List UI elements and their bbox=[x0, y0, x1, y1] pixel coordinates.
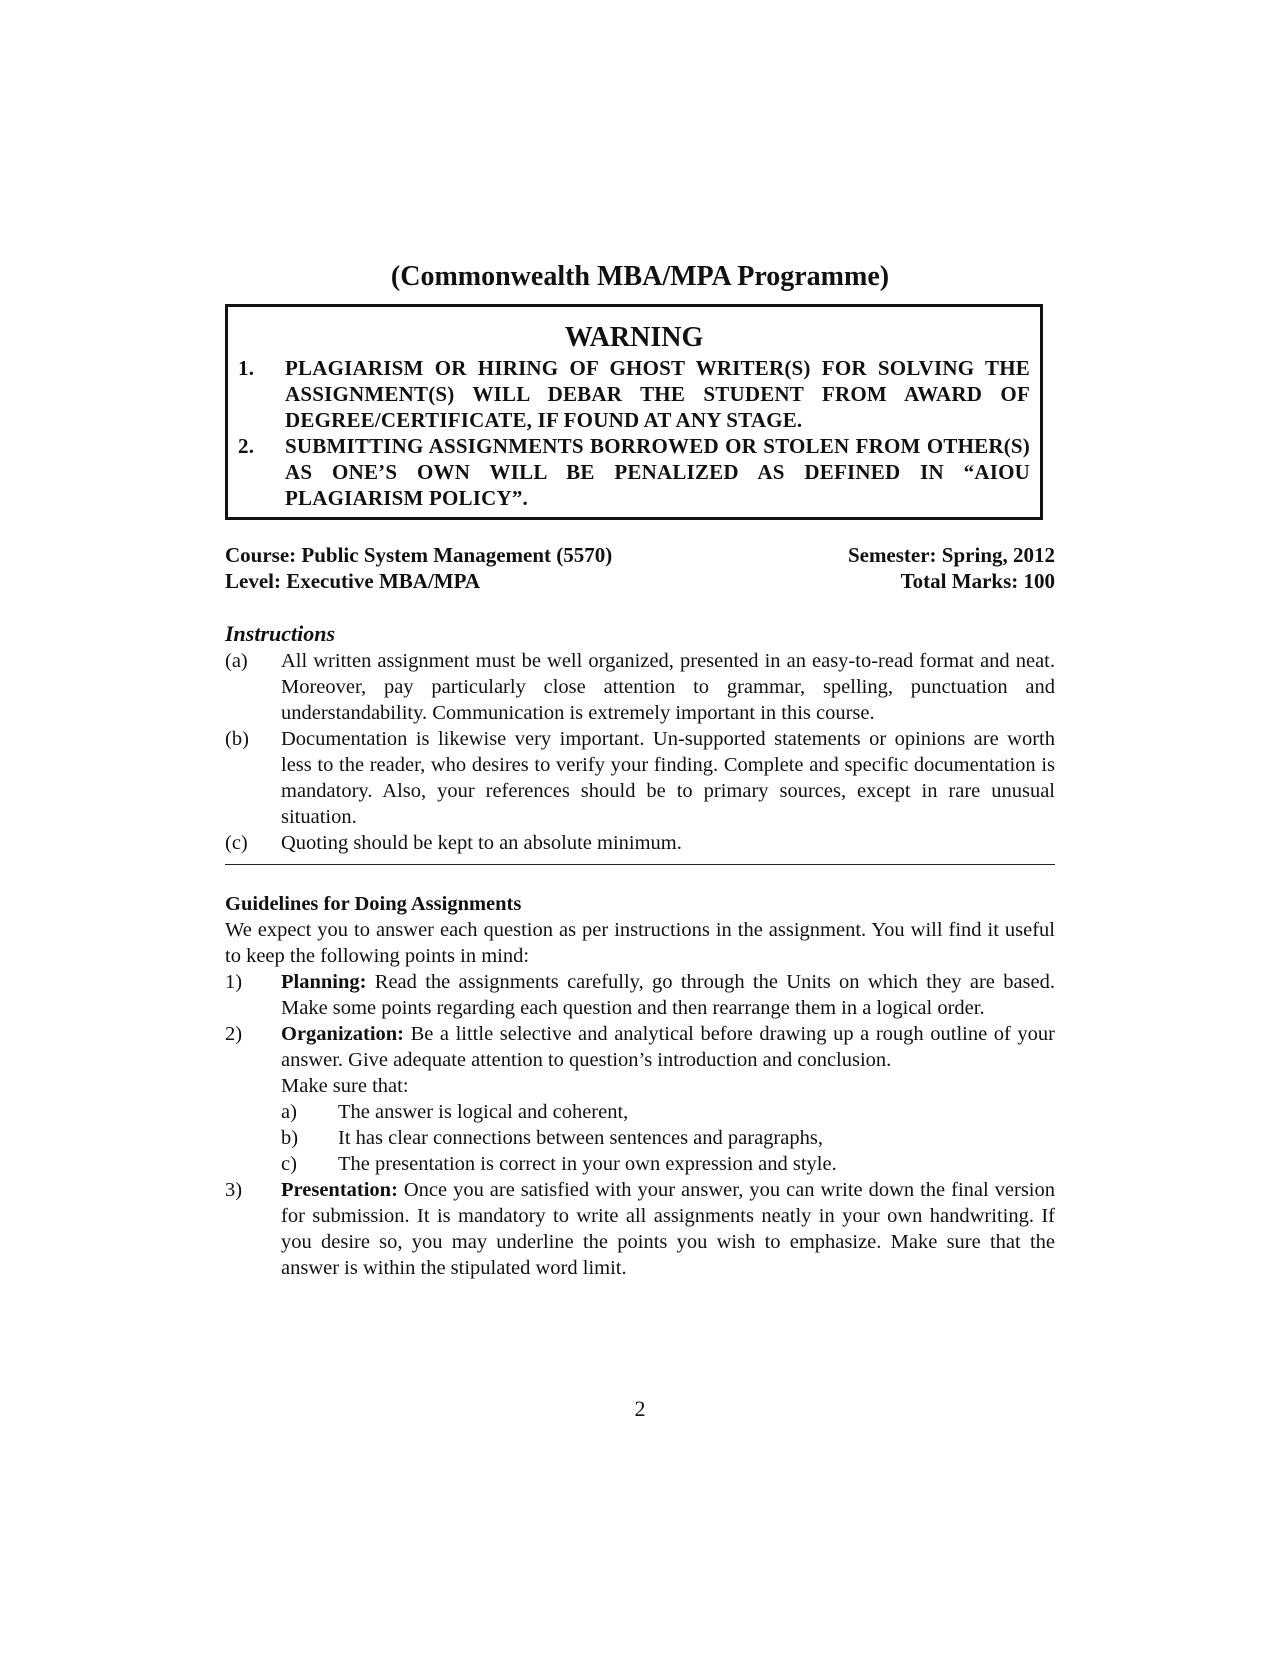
make-sure-item bbox=[225, 1151, 1055, 1177]
instruction-text: All written assignment must be well organized, presented in an easy-to-read format and neat. Moreover, pay particularly close attention to grammar, spelling, punctuation and understandability. Communication is extremely important in this course. bbox=[281, 650, 1055, 724]
guideline-body: Be a little selective and analytical before drawing up a rough outline of your answer. Give adequate attention to question’s introduction and conclusion. bbox=[281, 1023, 1055, 1071]
guideline-term: Planning: bbox=[281, 971, 367, 993]
guideline-item bbox=[225, 969, 1055, 1021]
warning-title: WARNING bbox=[564, 322, 704, 353]
guideline-body: Read the assignments carefully, go through the Units on which they are based. Make some points regarding each question and then rearrange them in a logical order. bbox=[281, 971, 1055, 1019]
instruction-label: (a) bbox=[225, 650, 248, 672]
make-sure-text: It has clear connections between sentences and paragraphs, bbox=[338, 1127, 823, 1149]
instruction-label: (b) bbox=[225, 728, 249, 750]
warning-item-number: 1. bbox=[238, 356, 255, 380]
make-sure-item bbox=[225, 1099, 1055, 1125]
make-sure-label-letter: c) bbox=[281, 1153, 297, 1175]
guidelines-intro: We expect you to answer each question as per instructions in the assignment. You will find it useful to keep the following points in mind: bbox=[225, 919, 1055, 967]
warning-item bbox=[238, 355, 1030, 433]
document-page bbox=[225, 260, 1055, 1281]
course-level: Level: Executive MBA/MPA bbox=[225, 569, 481, 593]
instruction-text: Quoting should be kept to an absolute minimum. bbox=[281, 832, 682, 854]
guideline-text bbox=[281, 969, 1055, 1021]
course-info-left bbox=[225, 542, 612, 594]
course-total-marks: Total Marks: 100 bbox=[900, 569, 1055, 593]
make-sure-item bbox=[225, 1125, 1055, 1151]
instruction-item bbox=[225, 830, 1055, 856]
course-info bbox=[225, 542, 1055, 594]
guideline-label: 1) bbox=[225, 971, 243, 993]
guidelines-heading: Guidelines for Doing Assignments bbox=[225, 893, 522, 915]
guideline-text bbox=[281, 1177, 1055, 1281]
instructions-heading: Instructions bbox=[225, 621, 336, 646]
guideline-item bbox=[225, 1021, 1055, 1073]
section-divider bbox=[225, 864, 1055, 865]
course-name: Course: Public System Management (5570) bbox=[225, 543, 613, 567]
course-semester: Semester: Spring, 2012 bbox=[847, 543, 1055, 567]
warning-item-text: SUBMITTING ASSIGNMENTS BORROWED OR STOLEN FROM OTHER(S) AS ONE’S OWN WILL BE PENALIZED AS DEFINED IN “AIOU PLAGIARISM POLICY”. bbox=[285, 434, 1030, 510]
warning-box bbox=[225, 304, 1043, 520]
instruction-item bbox=[225, 648, 1055, 726]
page-number: 2 bbox=[634, 1396, 646, 1421]
course-info-right bbox=[848, 542, 1055, 594]
make-sure-label-letter: a) bbox=[281, 1101, 297, 1123]
programme-title: (Commonwealth MBA/MPA Programme) bbox=[390, 261, 890, 292]
warning-item-text: PLAGIARISM OR HIRING OF GHOST WRITER(S) FOR SOLVING THE ASSIGNMENT(S) WILL DEBAR THE STUDENT FROM AWARD OF DEGREE/CERTIFICATE, IF FOUND AT ANY STAGE. bbox=[285, 356, 1030, 432]
guideline-body: Once you are satisfied with your answer, you can write down the final version for submission. It is mandatory to write all assignments neatly in your own handwriting. If you desire so, you may underline the points you wish to emphasize. Make sure that the answer is within the stipulated word limit. bbox=[281, 1179, 1055, 1279]
instruction-label: (c) bbox=[225, 832, 248, 854]
make-sure-label: Make sure that: bbox=[281, 1075, 409, 1097]
make-sure-text: The presentation is correct in your own expression and style. bbox=[338, 1153, 837, 1175]
guideline-text bbox=[281, 1021, 1055, 1073]
instruction-item bbox=[225, 726, 1055, 830]
guideline-term: Organization: bbox=[281, 1023, 404, 1045]
guideline-label: 3) bbox=[225, 1179, 243, 1201]
make-sure-text: The answer is logical and coherent, bbox=[338, 1101, 629, 1123]
warning-item bbox=[238, 433, 1030, 511]
make-sure-label-letter: b) bbox=[281, 1127, 299, 1149]
warning-item-number: 2. bbox=[238, 434, 255, 458]
instruction-text: Documentation is likewise very important. Un-supported statements or opinions are worth less to the reader, who desires to verify your finding. Complete and specific documentation is mandatory. Also, your references should be to primary sources, except in rare unusual situation. bbox=[281, 728, 1055, 828]
guideline-term: Presentation: bbox=[281, 1179, 398, 1201]
guideline-item bbox=[225, 1177, 1055, 1281]
guideline-label: 2) bbox=[225, 1023, 243, 1045]
